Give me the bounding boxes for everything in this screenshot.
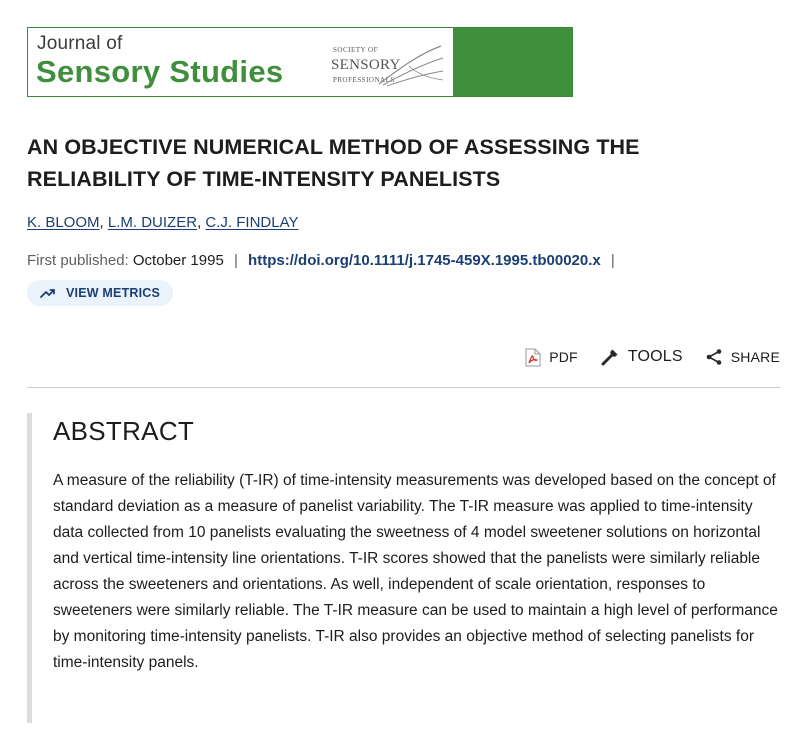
- share-icon: [705, 348, 723, 366]
- author-separator: ,: [99, 214, 108, 231]
- journal-logo: [28, 28, 453, 96]
- abstract-heading: ABSTRACT: [53, 416, 195, 446]
- doi-link[interactable]: https://doi.org/10.1111/j.1745-459X.1995.tb00020.x: [248, 252, 601, 269]
- published-label: First published:: [27, 252, 129, 269]
- tools-label: TOOLS: [627, 348, 683, 365]
- author-list: [27, 214, 298, 231]
- journal-banner[interactable]: [27, 27, 573, 97]
- view-metrics-button[interactable]: [27, 280, 173, 306]
- published-date: October 1995: [132, 252, 224, 269]
- journal-banner-color-block: [453, 28, 572, 96]
- share-label: SHARE: [730, 349, 780, 365]
- pdf-button[interactable]: [525, 348, 578, 367]
- author-link[interactable]: L.M. DUIZER: [107, 214, 198, 231]
- share-button[interactable]: [705, 348, 780, 366]
- author-link[interactable]: K. BLOOM: [27, 214, 100, 231]
- society-logo: [331, 44, 446, 88]
- abstract-section: [27, 413, 780, 723]
- publication-info: [27, 252, 621, 269]
- article-title: AN OBJECTIVE NUMERICAL METHOD OF ASSESSING THE RELIABILITY OF TIME-INTENSITY PANELISTS: [27, 135, 640, 191]
- article-toolbar: [503, 347, 780, 367]
- society-swoosh-icon: [369, 44, 444, 88]
- journal-prefix: Journal of: [37, 33, 123, 54]
- separator: |: [610, 252, 615, 269]
- wrench-icon: [600, 347, 620, 367]
- society-suffix: PROFESSIONALS: [333, 76, 395, 84]
- society-name: SENSORY: [331, 57, 401, 73]
- trending-up-icon: [40, 287, 56, 299]
- view-metrics-label: VIEW METRICS: [66, 286, 161, 300]
- abstract-text: A measure of the reliability (T-IR) of time-intensity measurements was developed based on the concept of standard deviation as a measure of panelist variability. The T-IR measure was applied to time-intensity data collected from 10 panelists evaluating the sweetness of 4 model sweetener solutions on horizontal and vertical time-intensity line orientations. T-IR scores showed that the panelists were similarly reliable across the sweeteners and orientations. As well, independent of scale orientation, responses to sweeteners were similarly reliable. The T-IR measure can be used to maintain a high level of performance by monitoring time-intensity panelists. T-IR also provides an objective method of selecting panelists for time-intensity panels.: [53, 472, 778, 671]
- pdf-label: PDF: [549, 349, 578, 365]
- pdf-file-icon: [525, 348, 541, 367]
- tools-button[interactable]: [600, 347, 683, 367]
- author-link[interactable]: C.J. FINDLAY: [205, 214, 299, 231]
- author-separator: ,: [197, 214, 206, 231]
- journal-name: Sensory Studies: [36, 54, 284, 89]
- divider: [27, 387, 780, 388]
- separator: |: [233, 252, 238, 269]
- society-prefix: SOCIETY OF: [333, 46, 378, 54]
